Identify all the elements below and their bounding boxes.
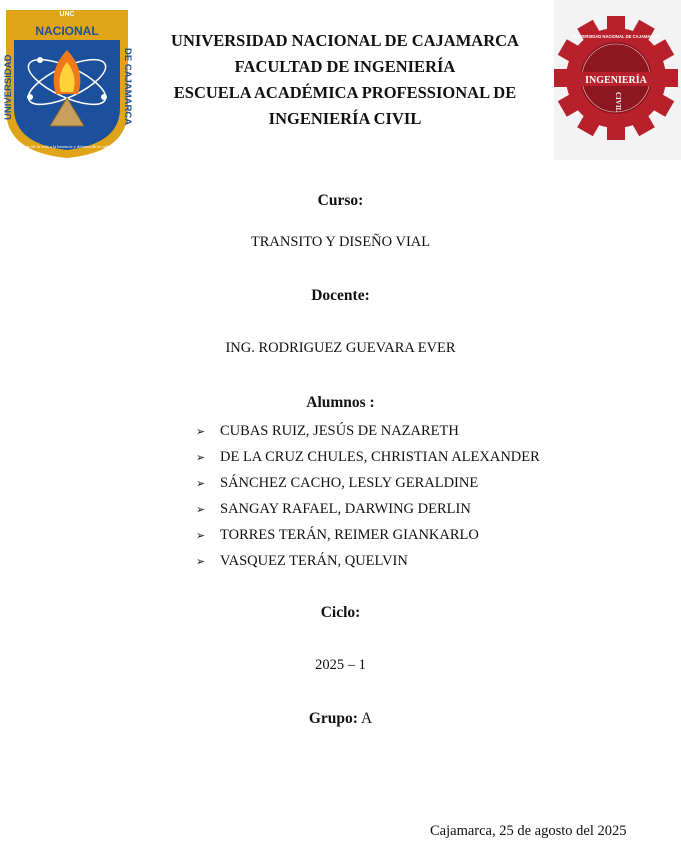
list-item	[196, 548, 540, 574]
list-item	[196, 496, 540, 522]
ingenieria-civil-gear-logo	[554, 0, 681, 160]
list-item	[196, 522, 540, 548]
svg-text:NACIONAL: NACIONAL	[35, 24, 99, 38]
svg-text:UNC: UNC	[59, 11, 75, 18]
arrow-bullet-icon: ➢	[196, 477, 206, 490]
grupo-value: A	[357, 710, 373, 727]
grupo-line	[0, 710, 681, 728]
docente-label: Docente:	[311, 287, 370, 304]
arrow-bullet-icon: ➢	[196, 425, 206, 438]
arrow-bullet-icon: ➢	[196, 451, 206, 464]
student-name: CUBAS RUIZ, JESÚS DE NAZARETH	[220, 422, 459, 439]
university-name: UNIVERSIDAD NACIONAL DE CAJAMARCA	[171, 31, 519, 50]
place-date: Cajamarca, 25 de agosto del 2025	[430, 823, 627, 839]
list-item	[196, 418, 540, 444]
curso-value: TRANSITO Y DISEÑO VIAL	[250, 234, 431, 250]
svg-text:UNIVERSIDAD NACIONAL DE CAJAMA: UNIVERSIDAD NACIONAL DE CAJAMARCA	[572, 34, 660, 39]
header-title	[150, 28, 540, 132]
student-name: TORRES TERÁN, REIMER GIANKARLO	[220, 526, 479, 543]
curso-label: Curso:	[317, 192, 364, 209]
list-item	[196, 470, 540, 496]
svg-text:DE CAJAMARCA: DE CAJAMARCA	[122, 48, 133, 126]
arrow-bullet-icon: ➢	[196, 555, 206, 568]
svg-text:CIVIL: CIVIL	[614, 92, 622, 113]
student-list	[196, 418, 540, 574]
arrow-bullet-icon: ➢	[196, 529, 206, 542]
ciclo-label: Ciclo:	[320, 604, 361, 621]
grupo-label: Grupo:	[308, 710, 358, 727]
svg-text:UNIVERSIDAD: UNIVERSIDAD	[3, 54, 14, 120]
unc-university-shield-logo	[0, 2, 134, 160]
alumnos-label: Alumnos :	[306, 394, 375, 411]
student-name: VASQUEZ TERÁN, QUELVIN	[220, 552, 408, 569]
student-name: DE LA CRUZ CHULES, CHRISTIAN ALEXANDER	[220, 448, 540, 465]
arrow-bullet-icon: ➢	[196, 503, 206, 516]
student-name: SANGAY RAFAEL, DARWING DERLIN	[220, 500, 471, 517]
svg-text:Norte de la vida a la herencia: Norte de la vida a la herencia y defensa de la cultura	[19, 144, 115, 149]
faculty-name: FACULTAD DE INGENIERÍA	[234, 57, 456, 76]
school-name: ESCUELA ACADÉMICA PROFESSIONAL DE	[173, 83, 517, 102]
ciclo-value: 2025 – 1	[315, 657, 366, 673]
docente-value: ING. RODRIGUEZ GUEVARA EVER	[225, 340, 456, 356]
career-name: INGENIERÍA CIVIL	[268, 109, 422, 128]
svg-text:INGENIERÍA: INGENIERÍA	[585, 75, 647, 86]
student-name: SÁNCHEZ CACHO, LESLY GERALDINE	[220, 474, 479, 491]
list-item	[196, 444, 540, 470]
